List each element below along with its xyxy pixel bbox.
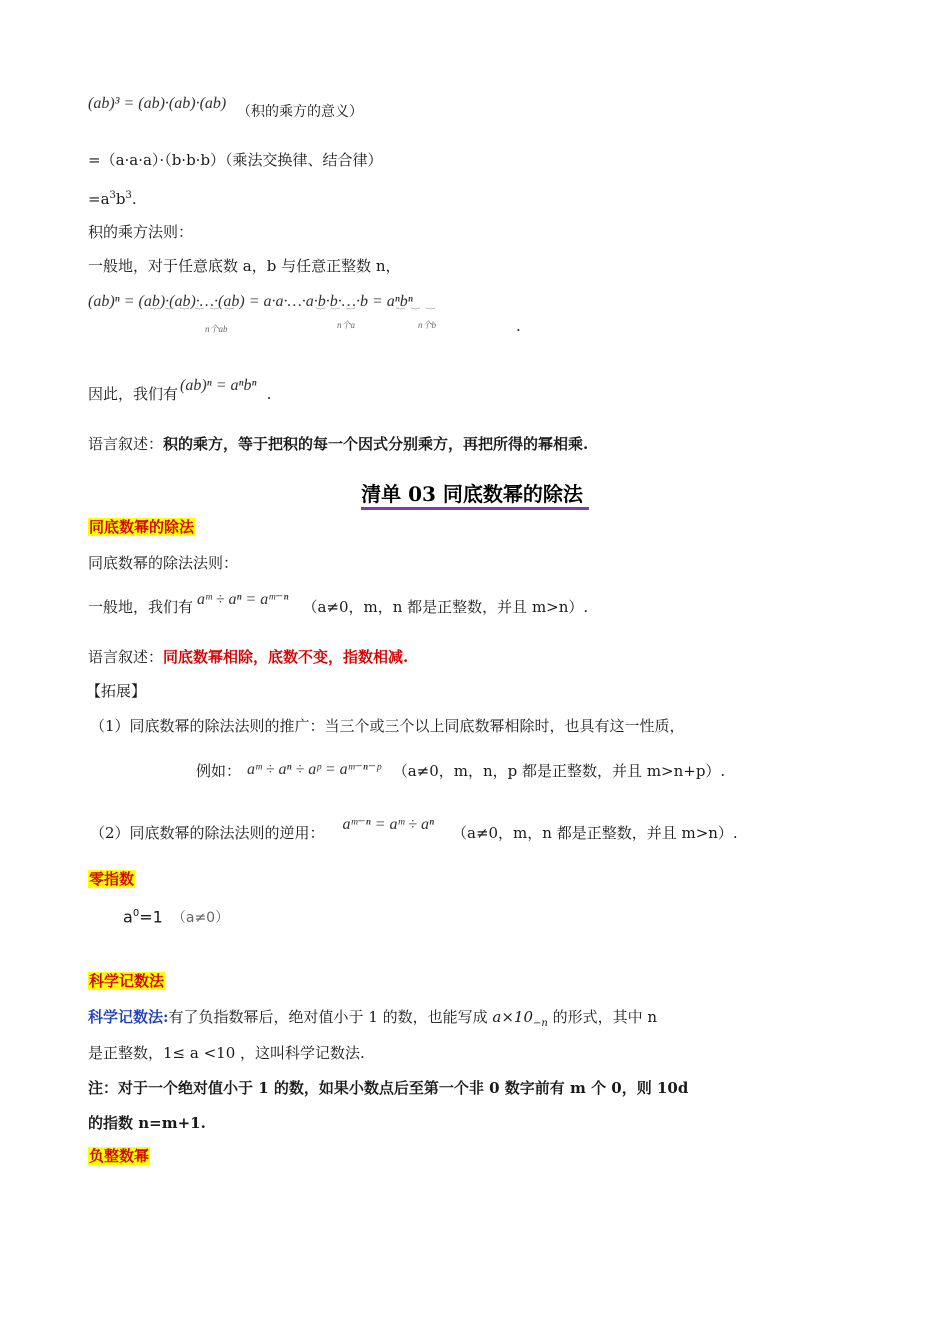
division-formula: aᵐ ÷ aⁿ = aᵐ⁻ⁿ [197, 591, 289, 608]
scientific-range: 是正整数，1≤ a <10 ，这叫科学记数法. [88, 1044, 365, 1062]
scientific-note: 注：对于一个绝对值小于 1 的数，如果小数点后至第一个非 0 数字前有 m 个 0，则 10d [88, 1079, 689, 1097]
extension-example: 例如： aᵐ ÷ aⁿ ÷ aᵖ = aᵐ⁻ⁿ⁻ᵖ （a≠0，m，n，p 都是正整数，并且 m>n+p）. [196, 761, 726, 780]
heading-negative-exponent: 负整数幂 [89, 1147, 150, 1165]
underbrace-ab: ︸︸︸︸︸︸ [150, 308, 241, 318]
verbal-statement-1: 语言叙述：积的乘方，等于把积的每一个因式分别乘方，再把所得的幂相乘. [88, 435, 589, 453]
expansion-line: =（a·a·a）·（b·b·b）（乘法交换律、结合律） [88, 151, 383, 169]
general-formula-period: . [516, 317, 521, 335]
division-rule-line: 一般地，我们有 aᵐ ÷ aⁿ = aᵐ⁻ⁿ （a≠0，m，n 都是正整数，并且 m>n）. [88, 591, 589, 616]
section-title: 清单 03 同底数幂的除法 [0, 478, 950, 507]
general-formula: (ab)ⁿ = (ab)·(ab)·…·(ab) = a·a·…·a·b·b·…·b = aⁿbⁿ [88, 293, 413, 310]
label-n-ab: n个ab [205, 324, 228, 334]
extension-label: 【拓展】 [86, 682, 147, 700]
rule-heading: 积的乘方法则： [88, 223, 194, 241]
scientific-note-exponent: 的指数 n=m+1. [88, 1114, 206, 1132]
underbrace-a: ︸︸︸ [316, 308, 362, 318]
label-n-a: n个a [337, 320, 356, 330]
formula-line-1 [88, 93, 363, 120]
verbal-statement-2: 语言叙述：同底数幂相除，底数不变，指数相减. [88, 648, 409, 666]
division-rule-heading: 同底数幂的除法法则： [88, 554, 239, 572]
formula-note-1: （积的乘方的意义） [237, 104, 363, 120]
example-formula: aᵐ ÷ aⁿ ÷ aᵖ = aᵐ⁻ⁿ⁻ᵖ [247, 761, 381, 778]
formula-product-cube: (ab)³ = (ab)·(ab)·(ab) [88, 95, 227, 112]
extension-item-1: （1）同底数幂的除法法则的推广：当三个或三个以上同底数幂相除时，也具有这一性质， [90, 717, 685, 735]
conclusion-line: 因此，我们有 (ab)ⁿ = aⁿbⁿ . [88, 377, 272, 403]
underbrace-b: ︸︸︸ [396, 308, 442, 318]
result-line: $=a^3b^3$. [88, 190, 137, 208]
inverse-formula: aᵐ⁻ⁿ = aᵐ ÷ aⁿ [342, 816, 434, 833]
heading-zero-exponent: 零指数 [89, 870, 135, 888]
extension-item-2: （2）同底数幂的除法法则的逆用： aᵐ⁻ⁿ = aᵐ ÷ aⁿ （a≠0，m，n 都是正整数，并且 m>n）. [90, 816, 738, 842]
scientific-definition: 科学记数法:有了负指数幂后，绝对值小于 1 的数，也能写成 $a\times 10_{-n}$ 的形式，其中 n [88, 1008, 658, 1029]
heading-scientific-notation: 科学记数法 [89, 972, 165, 990]
heading-division: 同底数幂的除法 [89, 518, 195, 536]
conclusion-formula: (ab)ⁿ = aⁿbⁿ [180, 377, 257, 394]
zero-exponent-line: $a^0=1$ （a≠0） [123, 907, 230, 927]
general-statement: 一般地，对于任意底数 a，b 与任意正整数 n， [88, 257, 401, 275]
general-formula-line [88, 291, 413, 312]
label-n-b: n个b [418, 320, 437, 330]
